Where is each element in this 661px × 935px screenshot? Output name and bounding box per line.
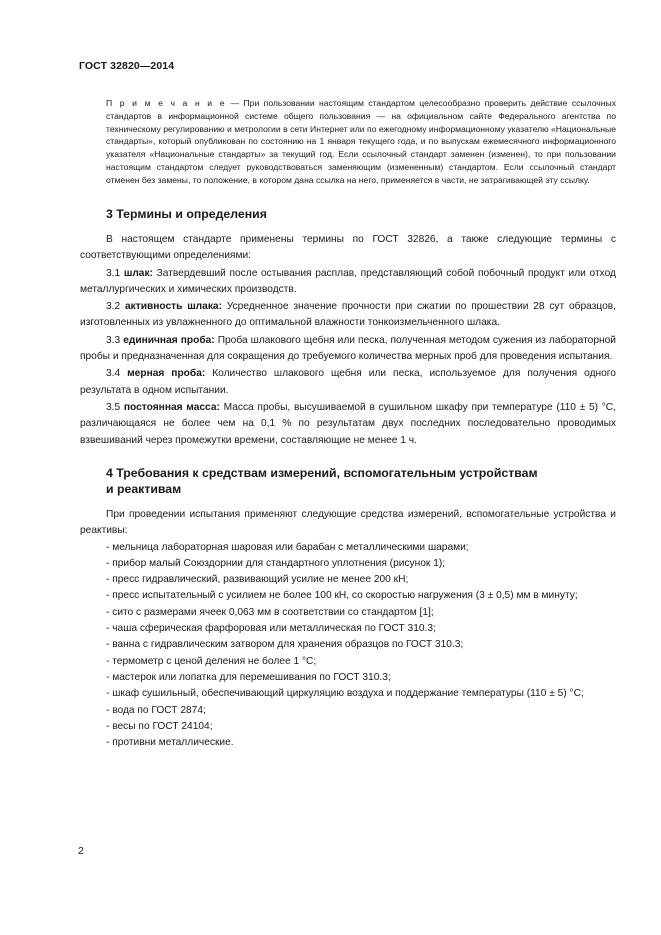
term-3-1-name: шлак: <box>123 267 153 279</box>
list-item: - мельница лабораторная шаровая или барабан с металлическими шарами; <box>106 541 469 553</box>
list-item: - весы по ГОСТ 24104; <box>106 720 213 732</box>
section-3-body <box>80 232 616 449</box>
section-3-intro: В настоящем стандарте применены термины по ГОСТ 32826, а также следующие термины с соответствующими определениями: <box>80 234 616 262</box>
term-3-1-definition: Затвердевший после остывания расплав, представляющий собой побочный продукт или отход металлургических и химических производств. <box>80 267 616 295</box>
section-4-title-line-2: и реактивам <box>106 482 182 496</box>
equipment-list <box>80 540 616 752</box>
term-3-1: 3.1 шлак: Затвердевший после остывания расплав, представляющий собой побочный продукт или отход металлургических и химических производств. <box>80 267 616 295</box>
term-3-5-definition: Масса пробы, высушиваемой в сушильном шкафу при температуре (110 ± 5) °С, различающаяся не более чем на 0,1 % по результатам двух последних последовательно проводимых взвешиваний через промежутки времени, составляющие не менее 1 ч. <box>80 401 616 446</box>
list-item: - вода по ГОСТ 2874; <box>106 704 206 716</box>
list-item: - прибор малый Союздорнии для стандартного уплотнения (рисунок 1); <box>106 557 446 569</box>
section-4-title <box>106 465 616 497</box>
term-3-5-name: постоянная масса: <box>123 401 220 413</box>
note-paragraph <box>106 97 616 187</box>
term-3-3-definition: Проба шлакового щебня или песка, полученная методом сужения из лабораторной пробы и предназначенная для сокращения до требуемого количества мерных проб для проведения испытания. <box>80 334 616 363</box>
section-4-intro: При проведении испытания применяют следующие средства измерений, вспомогательные устройства и реактивы: <box>80 509 616 537</box>
list-item: - сито с размерами ячеек 0,063 мм в соответствии со стандартом [1]; <box>106 606 434 618</box>
list-item: - шкаф сушильный, обеспечивающий циркуляцию воздуха и поддержание температуры (110 ± 5) °С; <box>106 688 584 700</box>
list-item: - пресс гидравлический, развивающий усилие не менее 200 кН; <box>106 574 409 586</box>
list-item: - ванна с гидравлическим затвором для хранения образцов по ГОСТ 310.3; <box>106 639 464 651</box>
list-item: - термометр с ценой деления не более 1 °С; <box>106 655 317 667</box>
reference-note <box>106 97 616 187</box>
term-3-4-definition: Количество шлакового щебня или песка, используемое для получения одного результата в одном испытании. <box>80 368 616 396</box>
note-label: П р и м е ч а н и е <box>106 98 227 108</box>
page-number: 2 <box>78 845 84 857</box>
term-3-3: 3.3 единичная проба: Проба шлакового щебня или песка, полученная методом сужения из лабораторной пробы и предназначенная для сокращения до требуемого количества мерных проб для проведения испытания. <box>80 334 616 363</box>
list-item: - противни металлические. <box>106 737 234 749</box>
section-4-body <box>80 507 616 751</box>
note-text: — При пользовании настоящим стандартом целесообразно проверить действие ссылочных стандартов в информационной системе общего пользования — на официальном сайте Федерального агентства по техническому регулированию и метрологии в сети Интернет или по ежегодному информационному указателю «Национальные стандарты», который опубликован по состоянию на 1 января текущего года, и по выпускам ежемесячного информационного указателя «Национальные стандарты» за текущий год. Если ссылочный стандарт заменен (изменен), то при пользовании настоящим стандартом следует руководствоваться заменяющим (измененным) стандартом. Если ссылочный стандарт отменен без замены, то положение, в котором дана ссылка на него, применяется в части, не затрагивающей эту ссылку. <box>106 98 617 185</box>
list-item: - пресс испытательный с усилием не более 100 кН, со скоростью нагружения (3 ± 0,5) мм в минуту; <box>106 590 578 602</box>
term-3-4: 3.4 мерная проба: Количество шлакового щебня или песка, используемое для получения одного результата в одном испытании. <box>80 368 616 396</box>
list-item: - чаша сферическая фарфоровая или металлическая по ГОСТ 310.3; <box>106 623 436 635</box>
document-code: ГОСТ 32820—2014 <box>79 60 175 72</box>
term-3-2-definition: Усредненное значение прочности при сжатии по прошествии 28 сут образцов, изготовленных из увлажненного до оптимальной влажности тонкоизмельченного шлака. <box>80 301 616 329</box>
term-3-2: 3.2 активность шлака: Усредненное значение прочности при сжатии по прошествии 28 сут образцов, изготовленных из увлажненного до оптимальной влажности тонкоизмельченного шлака. <box>80 301 616 329</box>
term-3-4-name: мерная проба: <box>127 368 206 380</box>
term-3-5: 3.5 постоянная масса: Масса пробы, высушиваемой в сушильном шкафу при температуре (110 ± 5) °С, различающаяся не более чем на 0,1 % по результатам двух последних последовательно проводимых взвешиваний через промежутки времени, составляющие не менее 1 ч. <box>80 401 616 446</box>
term-3-3-name: единичная проба: <box>123 334 215 346</box>
section-4-title-line-1: 4 Требования к средствам измерений, вспомогательным устройствам <box>106 466 538 480</box>
term-3-2-name: активность шлака: <box>124 301 222 313</box>
list-item: - мастерок или лопатка для перемешивания по ГОСТ 310.3; <box>106 671 391 683</box>
section-3-title: 3 Термины и определения <box>106 207 267 221</box>
